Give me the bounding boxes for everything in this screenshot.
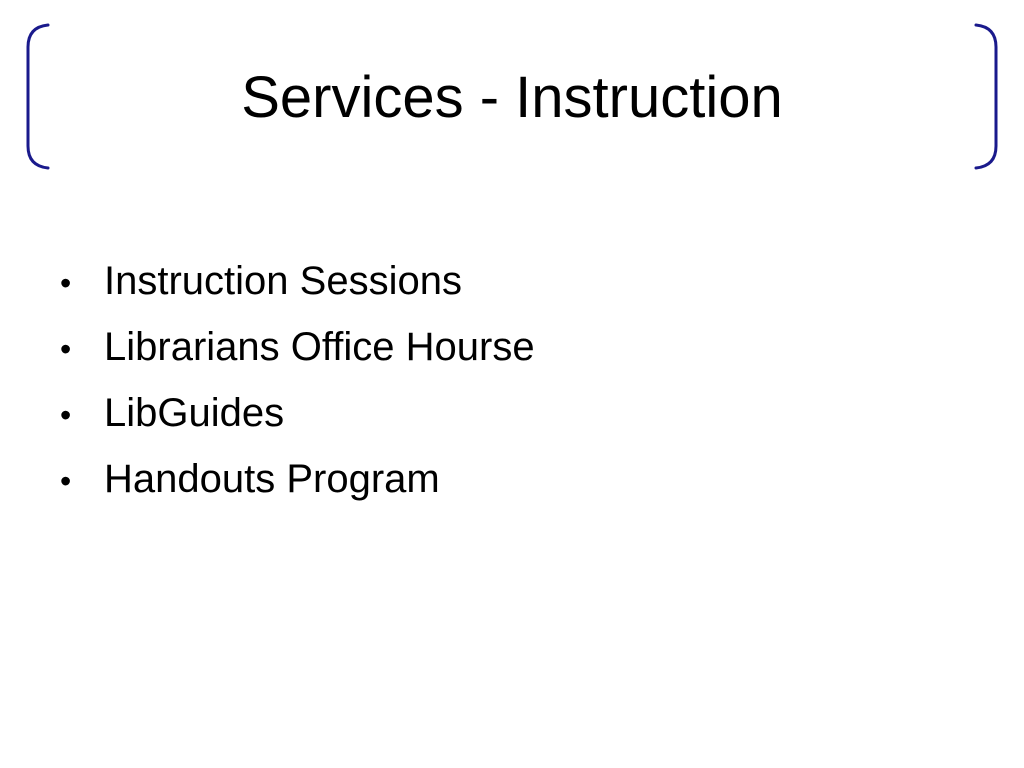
bullet-icon: • [60,265,72,301]
bullet-text: Handouts Program [104,457,440,501]
bullet-icon: • [60,463,72,499]
list-item [56,248,535,314]
title-frame [0,0,1024,200]
bullet-icon: • [60,331,72,367]
bullet-text: LibGuides [104,391,285,435]
list-item [56,380,535,446]
slide-title: Services - Instruction [241,65,783,130]
bullet-list [56,248,535,512]
list-item [56,446,535,512]
bullet-text: Librarians Office Hourse [104,325,535,369]
list-item [56,314,535,380]
bullet-text: Instruction Sessions [104,259,462,303]
bullet-icon: • [60,397,72,433]
